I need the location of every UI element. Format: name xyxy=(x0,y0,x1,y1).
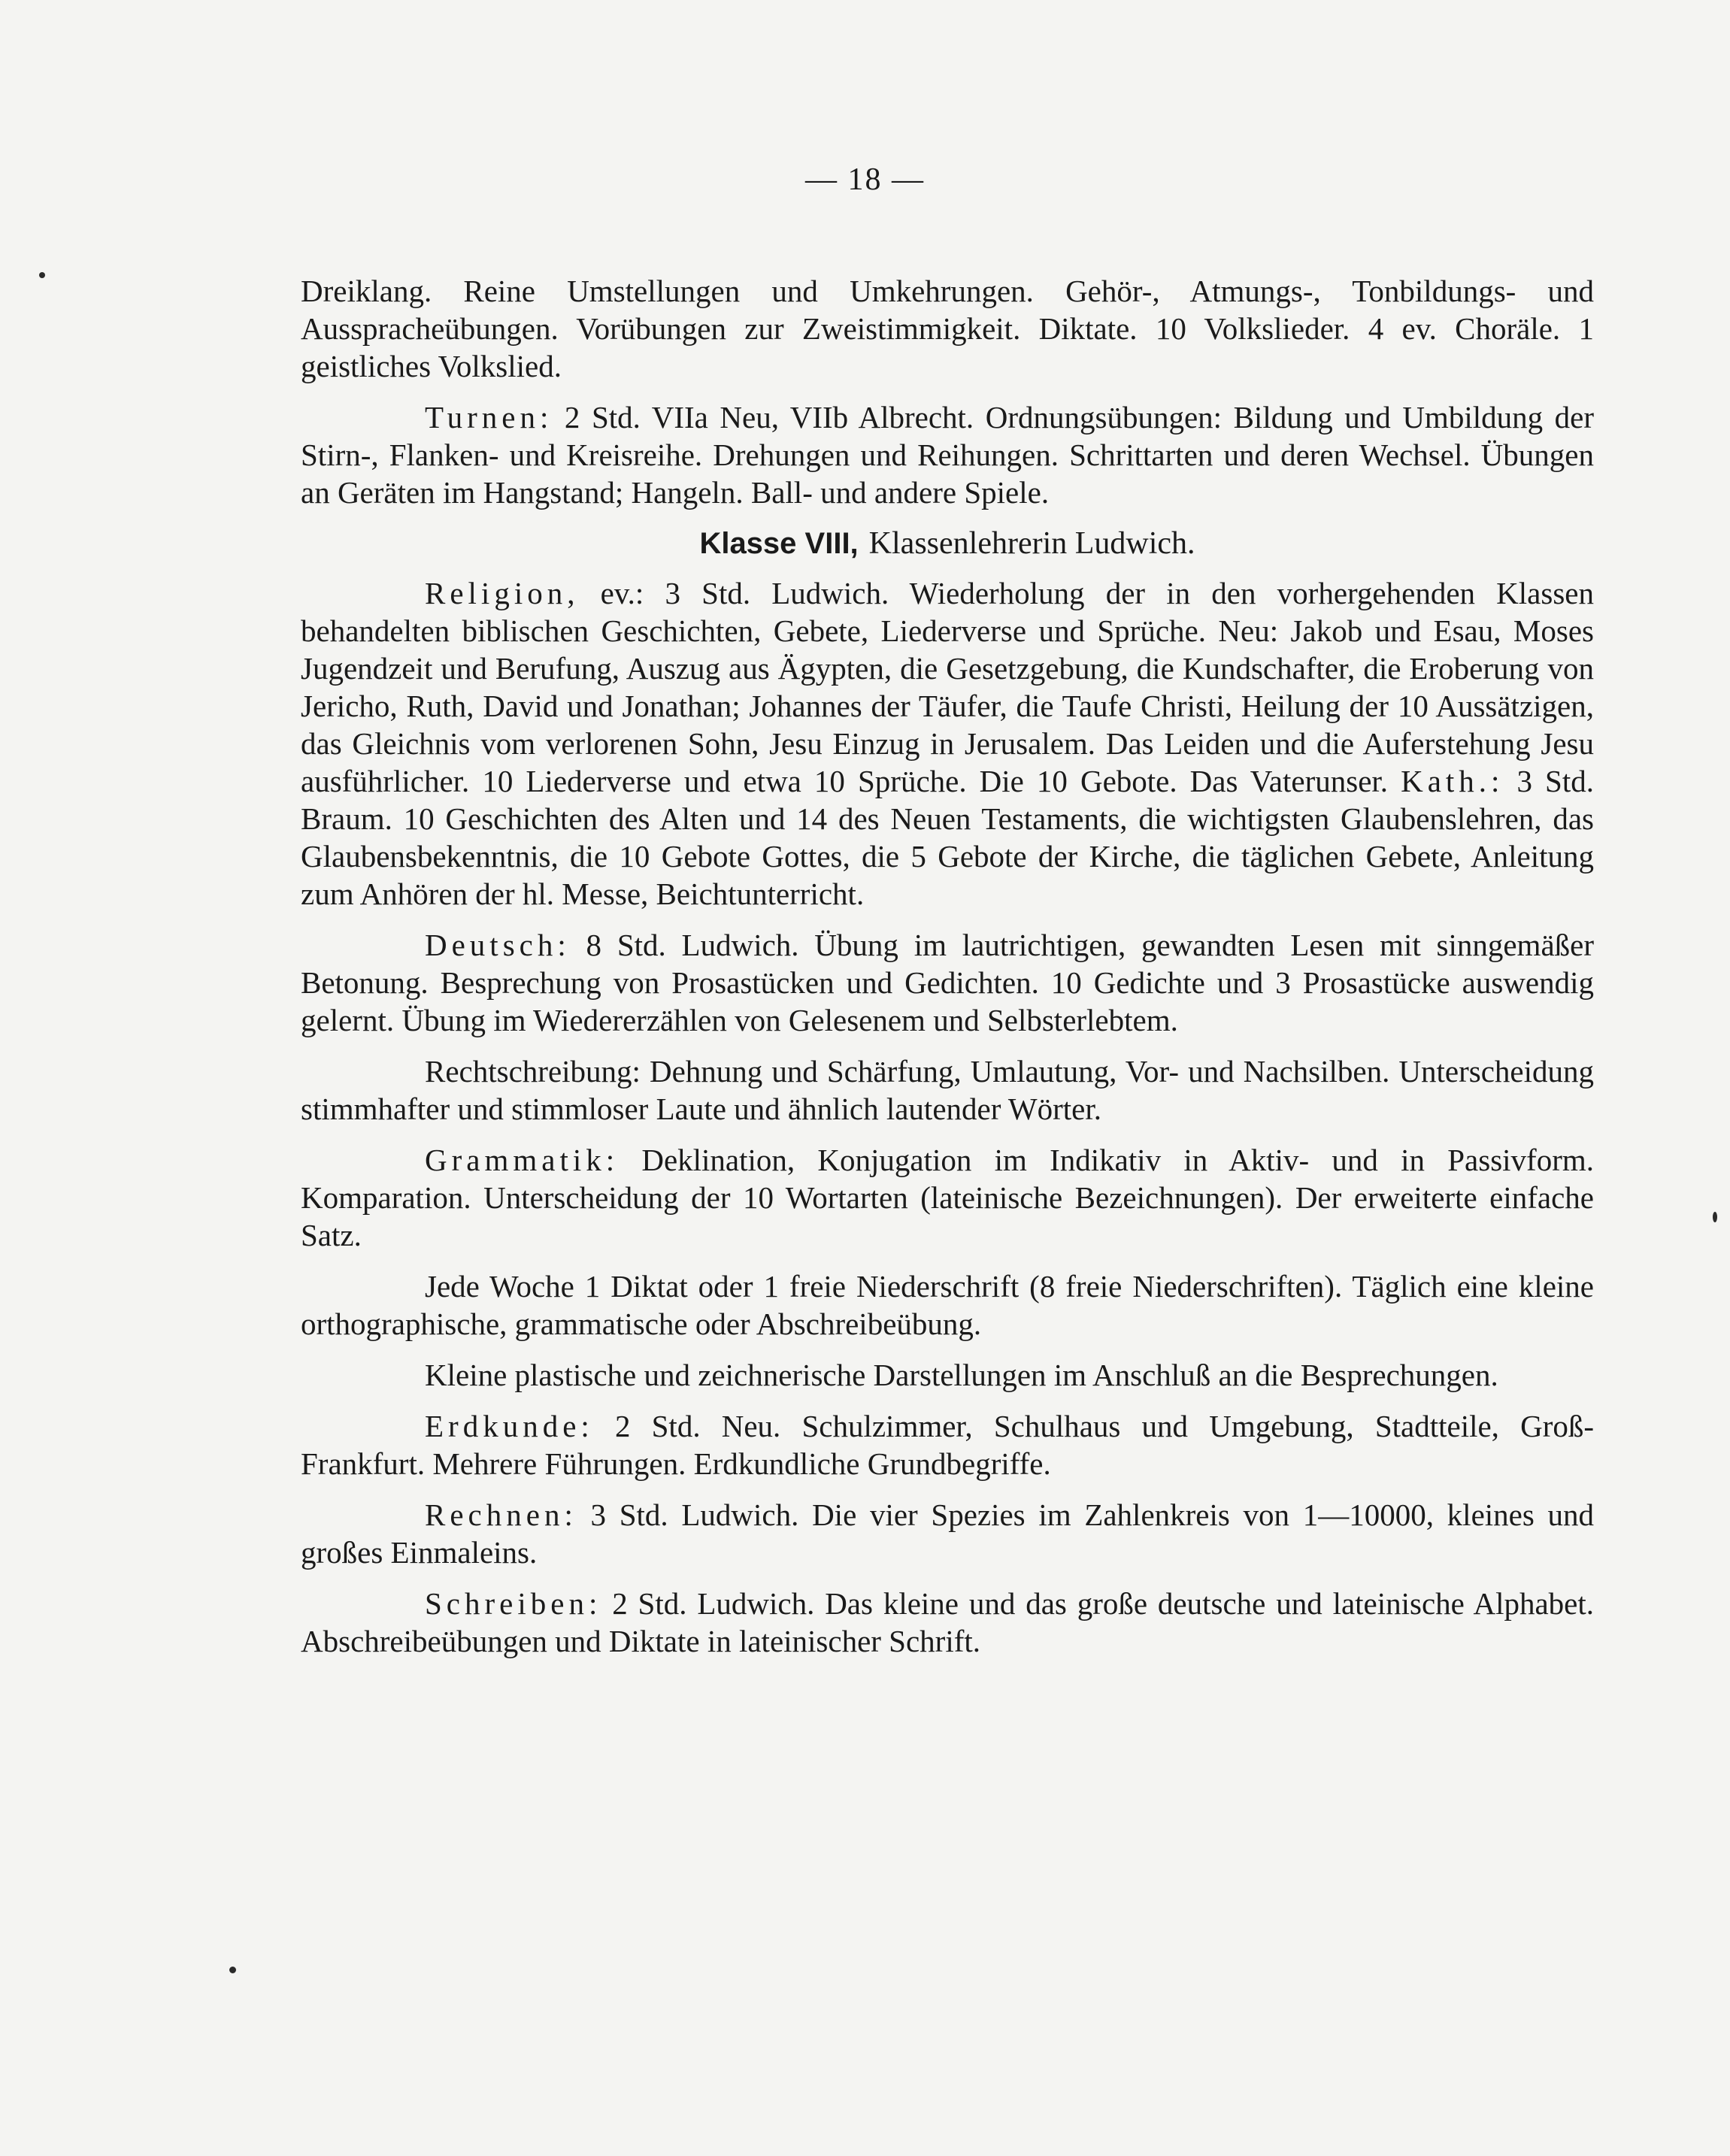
rechnen-label: Rechnen: xyxy=(425,1497,577,1532)
paragraph-religion xyxy=(301,574,1594,913)
scan-speck xyxy=(229,1967,236,1973)
turnen-text: 2 Std. VIIa Neu, VIIb Albrecht. Ordnungsübungen: Bildung und Umbildung der Stirn-, Flanken- und Kreisreihe. Drehungen und Reihungen. Schrittarten und deren Wechsel. Übungen an Geräten im Hangstand; Hangeln. Ball- und andere Spiele. xyxy=(301,400,1595,510)
erdkunde-label: Erdkunde: xyxy=(425,1409,594,1443)
religion-label: Religion, xyxy=(425,576,580,610)
religion-text-ev: ev.: 3 Std. Ludwich. Wiederholung der in den vorhergehenden Klassen behandelten biblischen Geschichten, Gebete, Liederverse und Sprüche. Neu: Jakob und Esau, Moses Jugendzeit und Berufung, Auszug aus Ägypten, die Gesetzgebung, die Kundschafter, die Eroberung von Jericho, Ruth, David und Jonathan; Johannes der Täufer, die Taufe Christi, Heilung der 10 Aussätzigen, das Gleichnis vom verlorenen Sohn, Jesu Einzug in Jerusalem. Das Leiden und die Auferstehung Jesu ausführlicher. 10 Liederverse und etwa 10 Sprüche. Die 10 Gebote. Das Vaterunser. xyxy=(301,576,1594,798)
paragraph-rechnen xyxy=(301,1496,1594,1571)
paragraph-diktat: Jede Woche 1 Diktat oder 1 freie Niederschrift (8 freie Niederschriften). Täglich eine kleine orthographische, grammatische oder Abschreibeübung. xyxy=(301,1269,1594,1341)
scan-speck xyxy=(1713,1212,1717,1222)
grammatik-label: Grammatik: xyxy=(425,1143,620,1177)
rechnen-text: 3 Std. Ludwich. Die vier Spezies im Zahlenkreis von 1—10000, kleines und großes Einmaleins. xyxy=(301,1497,1595,1570)
paragraph-erdkunde xyxy=(301,1407,1594,1482)
paragraph-deutsch xyxy=(301,926,1594,1039)
paragraph-turnen xyxy=(301,398,1594,511)
erdkunde-text: 2 Std. Neu. Schulzimmer, Schulhaus und Umgebung, Stadtteile, Groß-Frankfurt. Mehrere Führungen. Erdkundliche Grundbegriffe. xyxy=(301,1409,1595,1481)
class-heading xyxy=(301,525,1594,562)
schreiben-label: Schreiben: xyxy=(425,1586,602,1621)
turnen-label: Turnen: xyxy=(425,400,553,435)
religion-text-kath: 3 Std. Braum. 10 Geschichten des Alten und 14 des Neuen Testaments, die wichtigsten Glaubenslehren, das Glaubensbekenntnis, die 10 Gebote Gottes, die 5 Gebote der Kirche, die täglichen Gebete, Anleitung zum Anhören der hl. Messe, Beichtunterricht. xyxy=(301,764,1594,911)
scan-speck xyxy=(39,272,45,278)
schreiben-text: 2 Std. Ludwich. Das kleine und das große deutsche und lateinische Alphabet. Abschreibeübungen und Diktate in lateinischer Schrift. xyxy=(301,1586,1595,1658)
grammatik-text: Deklination, Konjugation im Indikativ in Aktiv- und in Passivform. Komparation. Unterscheidung der 10 Wortarten (lateinische Bezeichnungen). Der erweiterte einfache Satz. xyxy=(301,1143,1594,1252)
paragraph-rechtschreibung: Rechtschreibung: Dehnung und Schärfung, Umlautung, Vor- und Nachsilben. Unterscheidung stimmhafter und stimmloser Laute und ähnlich lautender Wörter. xyxy=(301,1054,1594,1126)
class-teacher: Klassenlehrerin Ludwich. xyxy=(868,526,1195,561)
deutsch-text: 8 Std. Ludwich. Übung im lautrichtigen, gewandten Lesen mit sinngemäßer Betonung. Besprechung von Prosastücken und Gedichten. 10 Gedichte und 3 Prosastücke auswendig gelernt. Übung im Wiedererzählen von Gelesenem und Selbsterlebtem. xyxy=(301,928,1594,1037)
paragraph-grammatik xyxy=(301,1141,1594,1254)
class-title: Klasse VIII, xyxy=(699,527,859,560)
religion-kath-label: Kath.: xyxy=(1401,764,1504,798)
deutsch-label: Deutsch: xyxy=(425,928,571,962)
paragraph-intro: Dreiklang. Reine Umstellungen und Umkehrungen. Gehör-, Atmungs-, Tonbildungs- und Ausspracheübungen. Vorübungen zur Zweistimmigkeit. Diktate. 10 Volkslieder. 4 ev. Choräle. 1 geistliches Volkslied. xyxy=(301,274,1594,383)
paragraph-darstellungen: Kleine plastische und zeichnerische Darstellungen im Anschluß an die Besprechungen. xyxy=(425,1358,1498,1392)
page-number: — 18 — xyxy=(805,162,925,197)
paragraph-schreiben xyxy=(301,1585,1594,1660)
document-body xyxy=(301,272,1594,1673)
